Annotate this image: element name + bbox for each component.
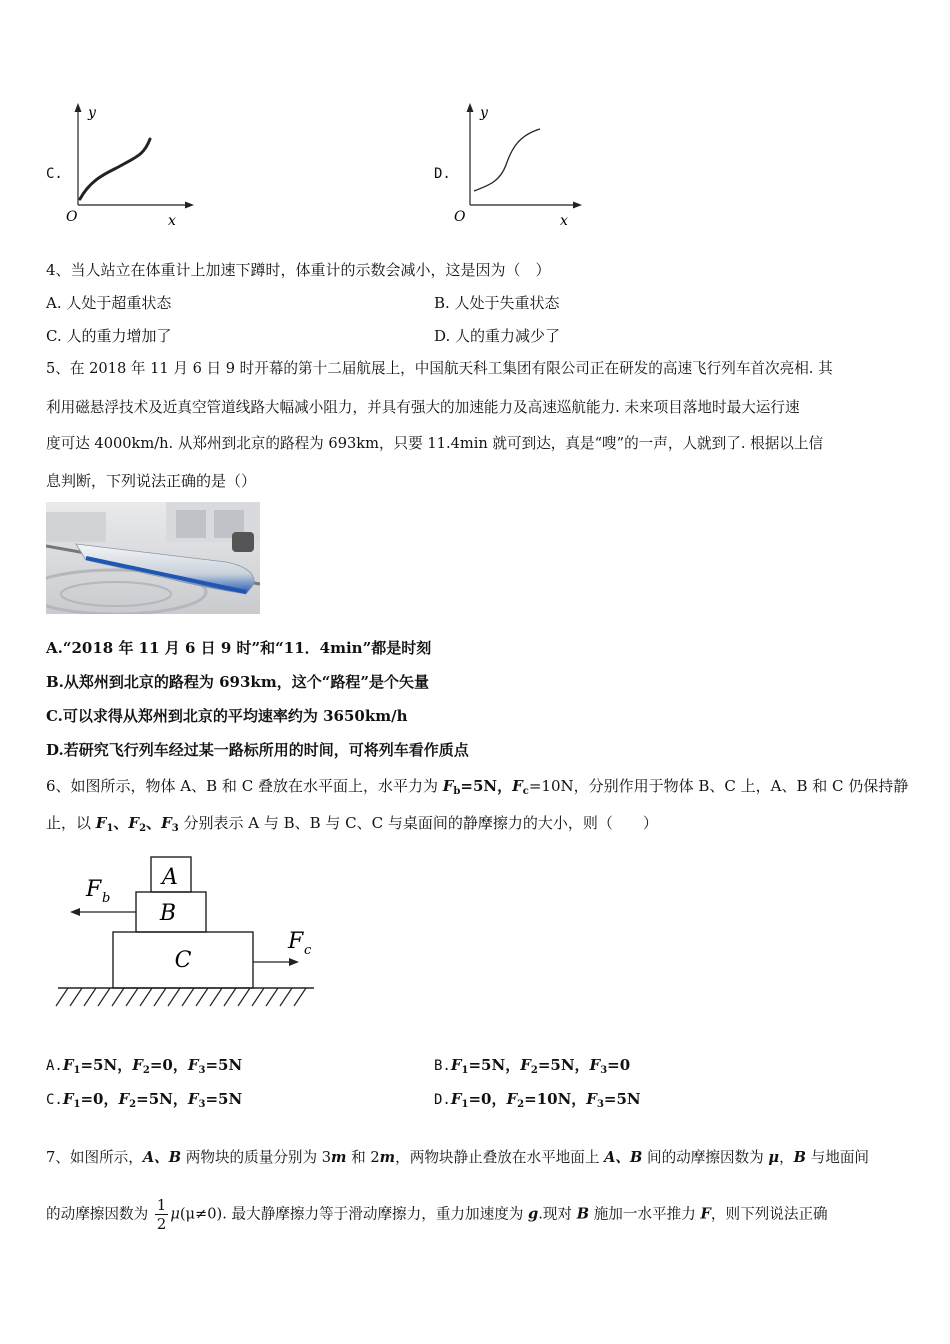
stacked-blocks-diagram (46, 850, 326, 1010)
q5-stem-line-4: 息判断，下列说法正确的是（） (46, 472, 257, 490)
q6-stem-line-1: 6、如图所示，物体 A、B 和 C 叠放在水平面上，水平力为 $F_b=5N$，$F_c=10N$，分别作用于物体 B、C 上，A、B 和 C 仍保持静 (46, 777, 909, 797)
fraction-one-half: $\frac{1}{2}$ (156, 1196, 167, 1233)
q6-stem-line-2: 止，以 $F_1$、$F_2$、$F_3$ 分别表示 A 与 B、B 与 C、C 与桌面间的静摩擦力的大小，则（ ） (46, 814, 658, 834)
axis-x-label: x (168, 213, 176, 229)
q4-option-b: B. 人处于失重状态 (434, 294, 560, 312)
q5-stem-line-1: 5、在 2018 年 11 月 6 日 9 时开幕的第十二届航展上，中国航天科工集团有限公司正在研发的高速飞行列车首次亮相. 其 (46, 360, 833, 377)
maglev-train-photo (46, 502, 260, 614)
q6-option-b: $B.F_1=5N$，$F_2=5N$，$F_3=0$ (434, 1056, 631, 1076)
option-d-label: D. (434, 166, 451, 182)
q5-option-a: A.“2018 年 11 月 6 日 9 时”和“11．4min”都是时刻 (46, 639, 432, 657)
block-c-label: C (174, 948, 192, 973)
ground-hatching (56, 988, 306, 1006)
force-fb-subscript: b (102, 891, 111, 906)
graph-d (448, 95, 583, 230)
q6-option-a: $A.F_1=5N$，$F_2=0$，$F_3=5N$ (46, 1056, 243, 1076)
force-fc-subscript: c (304, 943, 312, 958)
q5-option-b: B.从郑州到北京的路程为 693km，这个“路程”是个矢量 (46, 673, 429, 691)
origin-label: O (66, 209, 78, 225)
q5-option-c: C.可以求得从郑州到北京的平均速率约为 3650km/h (46, 707, 408, 725)
q5-option-d: D.若研究飞行列车经过某一路标所用的时间，可将列车看作质点 (46, 741, 469, 759)
axis-y-label: y (480, 105, 488, 121)
block-b-label: B (159, 901, 177, 926)
option-c-label: C. (46, 166, 63, 182)
q7-stem-line-1: 7、如图所示，A、B 两物块的质量分别为 3m 和 2m，两物块静止叠放在水平地面上 A、B 间的动摩擦因数为 μ，B 与地面间 (46, 1149, 870, 1166)
force-fb-label: F (86, 877, 102, 902)
block-a-label: A (162, 865, 178, 890)
q6-option-d: $D.F_1=0$，$F_2=10N$，$F_3=5N$ (434, 1090, 641, 1110)
q4-option-c: C. 人的重力增加了 (46, 327, 172, 345)
q4-option-a: A. 人处于超重状态 (46, 294, 172, 312)
q4-stem: 4、当人站立在体重计上加速下蹲时，体重计的示数会减小，这是因为（ ） (46, 261, 551, 279)
q5-stem-line-3: 度可达 4000km/h. 从郑州到北京的路程为 693km，只要 11.4min 就可到达，真是“嗖”的一声，人就到了. 根据以上信 (46, 435, 824, 452)
q4-option-d: D. 人的重力减少了 (434, 327, 561, 345)
q7-stem-line-2: 的动摩擦因数为 $\frac{1}{2}$ μ(μ≠0). 最大静摩擦力等于滑动摩擦力，重力加速度为 g.现对 B 施加一水平推力 F，则下列说法正确 (46, 1196, 828, 1233)
q6-option-c: $C.F_1=0$，$F_2=5N$，$F_3=5N$ (46, 1090, 243, 1110)
axis-x-label: x (560, 213, 568, 229)
graph-c (60, 95, 195, 230)
axis-y-label: y (88, 105, 96, 121)
origin-label: O (454, 209, 466, 225)
q5-stem-line-2: 利用磁悬浮技术及近真空管道线路大幅减小阻力，并具有强大的加速能力及高速巡航能力. 未来项目落地时最大运行速 (46, 399, 800, 416)
force-fc-label: F (288, 929, 304, 954)
